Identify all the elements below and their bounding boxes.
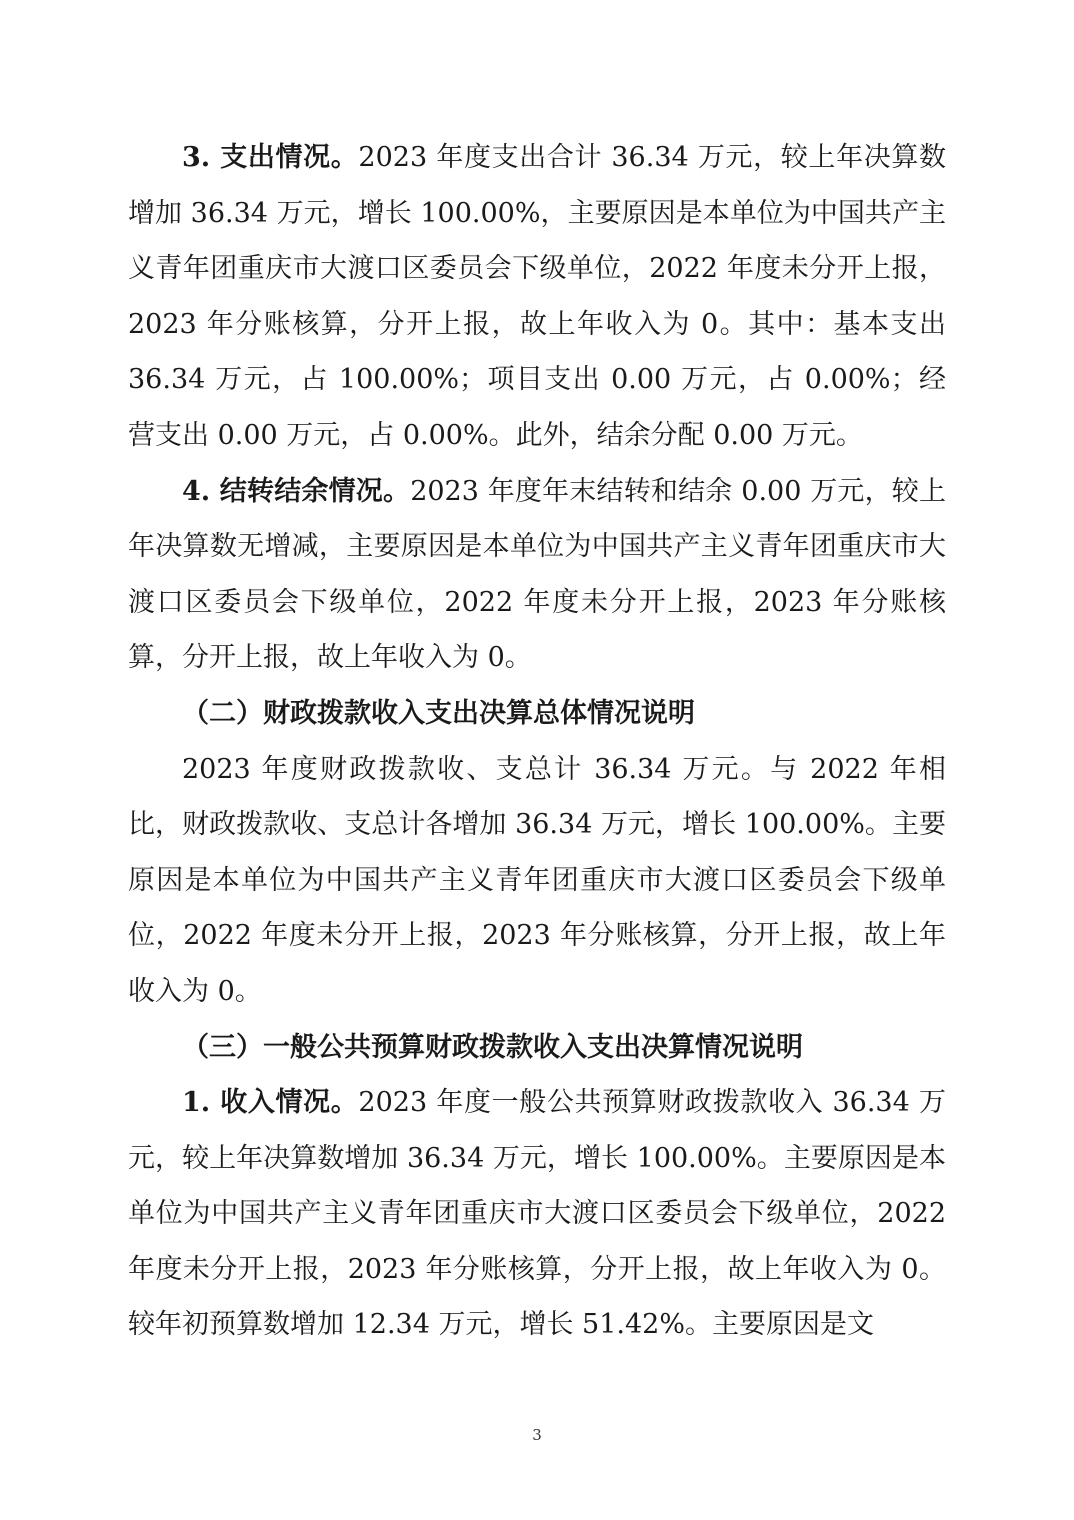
paragraph-lead: 1. 收入情况。 — [182, 1087, 359, 1119]
paragraph-fiscal-total — [128, 742, 946, 1020]
section-heading-2: （二）财政拨款收入支出决算总体情况说明 — [182, 697, 695, 729]
paragraph-carryover — [128, 464, 946, 686]
document-body — [128, 130, 946, 1353]
paragraph-text: 2023 年度年末结转和结余 0.00 万元，较上年决算数无增减，主要原因是本单位为中国共产主义青年团重庆市大渡口区委员会下级单位，2022 年度未分开上报，2023 年分账核算，分开上报，故上年收入为 0。 — [128, 475, 946, 674]
paragraph-text: 2023 年度支出合计 36.34 万元，较上年决算数增加 36.34 万元，增长 100.00%，主要原因是本单位为中国共产主义青年团重庆市大渡口区委员会下级单位，2022 年度未分开上报，2023 年分账核算，分开上报，故上年收入为 0。其中：基本支出 36.34 万元，占 100.00%；项目支出 0.00 万元，占 0.00%；经营支出 0.00 万元，占 0.00%。此外，结余分配 0.00 万元。 — [128, 142, 946, 451]
paragraph-text: 2023 年度财政拨款收、支总计 36.34 万元。与 2022 年相比，财政拨款收、支总计各增加 36.34 万元，增长 100.00%。主要原因是本单位为中国共产主义青年团重庆市大渡口区委员会下级单位，2022 年度未分开上报，2023 年分账核算，分开上报，故上年收入为 0。 — [128, 753, 946, 1007]
section-heading-3: （三）一般公共预算财政拨款收入支出决算情况说明 — [182, 1031, 803, 1063]
paragraph-income — [128, 1075, 946, 1353]
paragraph-lead: 4. 结转结余情况。 — [182, 475, 411, 507]
paragraph-expenditure — [128, 130, 946, 464]
paragraph-text: 2023 年度一般公共预算财政拨款收入 36.34 万元，较上年决算数增加 36.34 万元，增长 100.00%。主要原因是本单位为中国共产主义青年团重庆市大渡口区委员会下级单位，2022 年度未分开上报，2023 年分账核算，分开上报，故上年收入为 0。较年初预算数增加 12.34 万元，增长 51.42%。主要原因是文 — [128, 1087, 946, 1341]
page-number: 3 — [532, 1426, 542, 1444]
paragraph-lead: 3. 支出情况。 — [182, 142, 359, 173]
